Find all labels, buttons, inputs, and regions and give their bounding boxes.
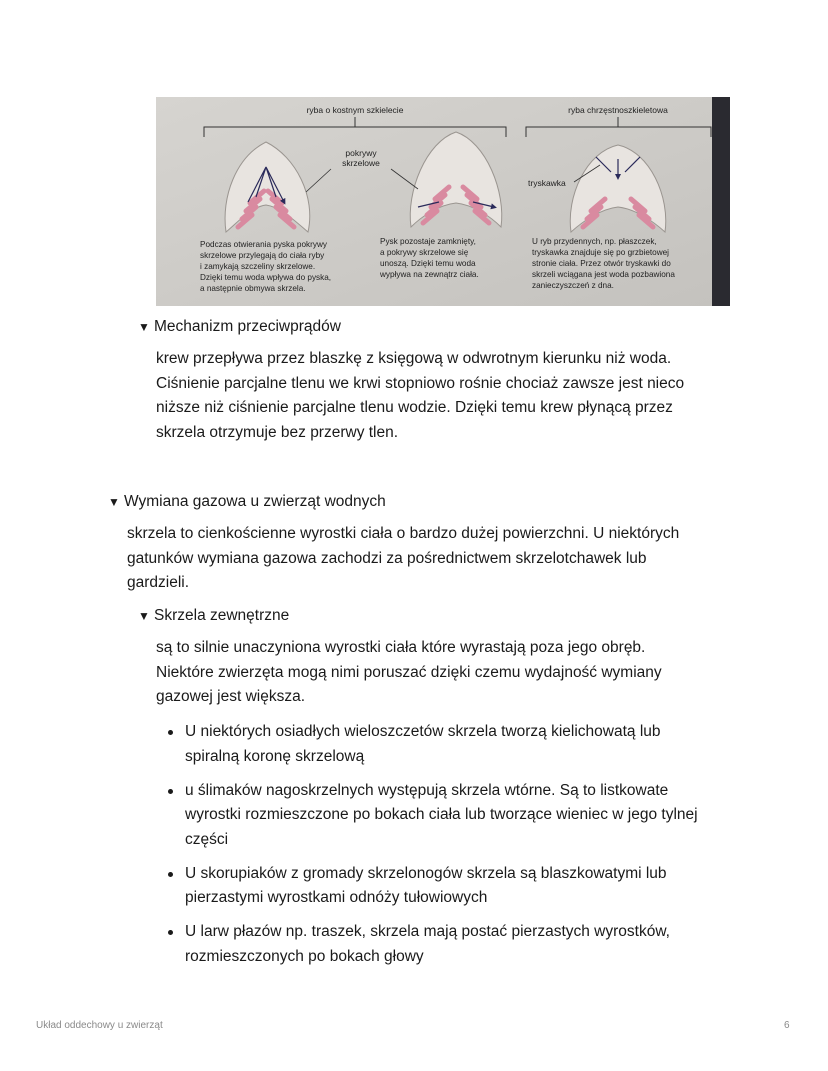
caption-3-line: skrzeli wciągana jest woda pozbawiona: [532, 270, 675, 279]
label-cartilaginous-fish: ryba chrzęstnoszkieletowa: [568, 105, 668, 115]
label-spiracle: tryskawka: [528, 178, 566, 188]
text-line: U niektórych osiadłych wieloszczetów skrzela tworzą kielichowatą lub: [185, 723, 661, 740]
external-gills-text: [156, 636, 736, 710]
toggle-title: Mechanizm przeciwprądów: [154, 318, 341, 335]
text-line: części: [185, 830, 229, 848]
caption-1-line: Podczas otwierania pyska pokrywy: [200, 240, 327, 249]
text-line: gatunków wymiana gazowa zachodzi za pośrednictwem skrzelotchawek lub: [127, 549, 647, 567]
label-bony-fish: ryba o kostnym szkielecie: [306, 105, 404, 115]
countercurrent-text: [156, 347, 736, 445]
caption-2-line: Pysk pozostaje zamknięty,: [380, 237, 476, 246]
text-line: pierzastymi wyrostkami odnóży tułowiowych: [185, 889, 488, 906]
bullet-icon: [168, 730, 173, 735]
list-item: [160, 862, 730, 911]
label-gill-covers-2: skrzelowe: [342, 158, 380, 168]
text-line: wyrostki rozmieszczone po bokach ciała lub tworzące wieniec w jego tylnej: [185, 806, 698, 823]
list-item: [160, 720, 730, 769]
caption-1-line: skrzelowe przylegają do ciała ryby: [200, 251, 325, 260]
text-line: spiralną koronę skrzelową: [185, 747, 365, 765]
bullet-icon: [168, 930, 173, 935]
caption-1-line: i zamykają szczeliny skrzelowe.: [200, 262, 316, 271]
caption-3-line: U ryb przydennych, np. płaszczek,: [532, 237, 657, 246]
bullet-icon: [168, 872, 173, 877]
caption-3-line: tryskawka znajduje się po grzbietowej: [532, 248, 669, 257]
gas-exchange-text: [127, 522, 737, 596]
text-line: krew przepływa przez blaszkę z księgową w odwrotnym kierunku niż woda.: [156, 350, 672, 367]
caption-1-line: Dzięki temu woda wpływa do pyska,: [200, 273, 332, 282]
text-line: Niektóre zwierzęta mogą nimi poruszać dzięki czemu wydajność wymiany: [156, 663, 662, 681]
toggle-countercurrent[interactable]: [138, 318, 341, 336]
text-line: skrzela otrzymuje bez przerwy tlen.: [156, 423, 399, 441]
page-number: 6: [784, 1020, 790, 1031]
caption-2-line: a pokrywy skrzelowe się: [380, 248, 469, 257]
toggle-title: Skrzela zewnętrzne: [154, 607, 290, 624]
caption-3-line: zanieczyszczeń z dna.: [532, 281, 614, 290]
toggle-gas-exchange[interactable]: [108, 493, 386, 511]
text-line: u ślimaków nagoskrzelnych występują skrzela wtórne. Są to listkowate: [185, 781, 669, 799]
text-line: skrzela to cienkościenne wyrostki ciała o bardzo dużej powierzchni. U niektórych: [127, 525, 680, 542]
footer-title: Układ oddechowy u zwierząt: [36, 1020, 163, 1031]
list-item: [160, 920, 730, 969]
figure-drawing: [156, 97, 730, 306]
caption-3-line: stronie ciała. Przez otwór tryskawki do: [532, 259, 671, 268]
caption-2-line: unoszą. Dzięki temu woda: [380, 259, 476, 268]
toggle-external-gills[interactable]: [138, 607, 289, 625]
caption-2-line: wypływa na zewnątrz ciała.: [380, 270, 479, 279]
text-line: rozmieszczonych po bokach głowy: [185, 947, 424, 965]
text-line: są to silnie unaczyniona wyrostki ciała które wyrastają poza jego obręb.: [156, 639, 646, 656]
toggle-triangle-icon[interactable]: ▼: [138, 609, 150, 623]
list-item: [160, 779, 730, 853]
bullet-icon: [168, 789, 173, 794]
text-line: U skorupiaków z gromady skrzelonogów skrzela są blaszkowatymi lub: [185, 864, 667, 882]
text-line: U larw płazów np. traszek, skrzela mają postać pierzastych wyrostków,: [185, 923, 670, 940]
text-line: niższe niż ciśnienie parcjalne tlenu wodzie. Dzięki temu krew płynącą przez: [156, 399, 673, 416]
text-line: gardzieli.: [127, 574, 190, 591]
toggle-triangle-icon[interactable]: ▼: [108, 495, 120, 509]
gill-ventilation-figure: [156, 97, 730, 306]
caption-1-line: a następnie obmywa skrzela.: [200, 284, 306, 293]
external-gills-list: [160, 720, 730, 979]
toggle-triangle-icon[interactable]: ▼: [138, 320, 150, 334]
text-line: Ciśnienie parcjalne tlenu we krwi stopniowo rośnie chociaż zawsze jest nieco: [156, 374, 685, 392]
text-line: gazowej jest większa.: [156, 688, 306, 705]
toggle-title: Wymiana gazowa u zwierząt wodnych: [124, 493, 386, 510]
label-gill-covers-1: pokrywy: [345, 148, 377, 158]
